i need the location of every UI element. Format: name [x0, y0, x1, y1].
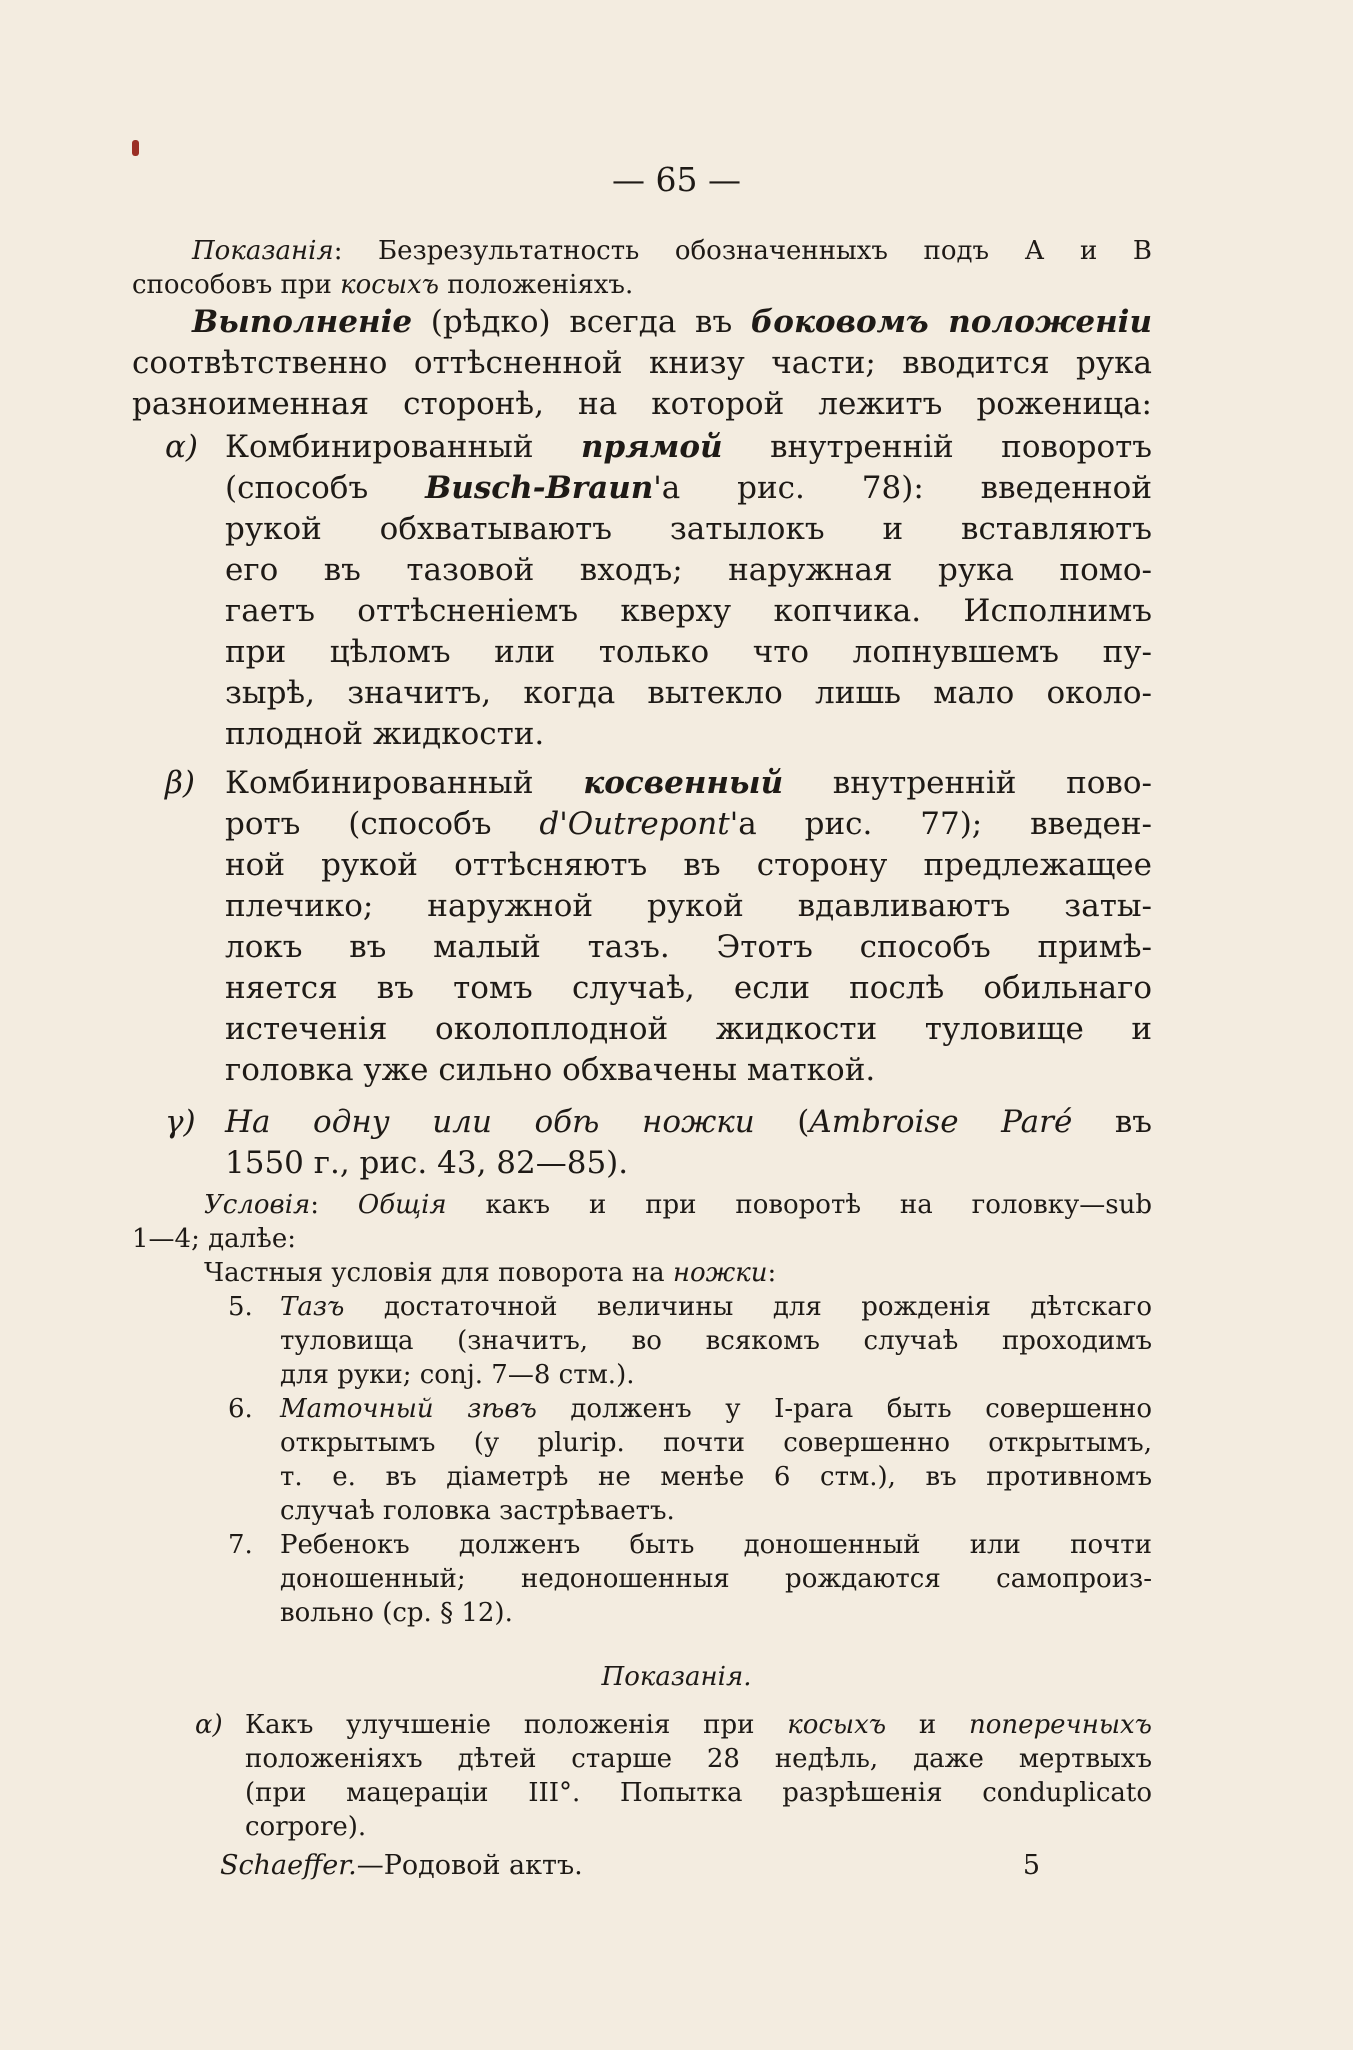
- text-span: вольно (ср. § 12).: [280, 1598, 513, 1628]
- italic-term: Условія: [204, 1190, 311, 1220]
- bold-italic-term: Busch-Braun: [425, 470, 654, 506]
- text-line: [245, 1708, 1152, 1742]
- footer-title: —Родовой актъ.: [356, 1850, 583, 1881]
- list-number: 5.: [228, 1292, 253, 1322]
- text-span: т. е. въ діаметрѣ не менѣе 6 стм.), въ противномъ: [280, 1462, 1152, 1492]
- text-line: при цѣломъ или только что лопнувшемъ пу-: [225, 634, 1152, 670]
- text-line: соотвѣтственно оттѣсненной книзу части; вводится рука: [132, 345, 1152, 381]
- condition-item: [228, 1290, 1152, 1392]
- ink-mark: [132, 140, 139, 156]
- execution-paragraph: [132, 302, 1152, 425]
- text-line: [225, 1102, 1152, 1143]
- text-span: достаточной величины для рожденія дѣтскаго: [344, 1292, 1152, 1322]
- conditions-list: [228, 1290, 1152, 1630]
- italic-term: косыхъ: [340, 270, 439, 300]
- text-span: для руки; conj. 7—8 стм.).: [280, 1360, 635, 1390]
- text-line: [280, 1392, 1152, 1426]
- conditions-section: [132, 1188, 1152, 1290]
- text-line: [225, 468, 1152, 509]
- text-line: разноименная сторонѣ, на которой лежитъ роженица:: [132, 386, 1152, 422]
- text-line: зырѣ, значитъ, когда вытекло лишь мало около-: [225, 675, 1152, 711]
- italic-term: ножки: [672, 1258, 768, 1288]
- italic-term: Маточный зѣвъ: [280, 1394, 537, 1424]
- text-line: corpore).: [245, 1812, 367, 1842]
- text-span: и: [886, 1710, 969, 1740]
- text-line: плечико; наружной рукой вдавливаютъ заты-: [225, 888, 1152, 924]
- text-line: [225, 427, 1152, 468]
- text-line: истеченія околоплодной жидкости туловище и: [225, 1011, 1152, 1047]
- text-span: туловища (значитъ, во всякомъ случаѣ проходимъ: [280, 1326, 1152, 1356]
- italic-term: косыхъ: [787, 1710, 887, 1740]
- text-span: случаѣ головка застрѣваетъ.: [280, 1496, 675, 1526]
- text-line: 1—4; далѣе:: [132, 1224, 296, 1254]
- text-line: его въ тазовой входъ; наружная рука помо-: [225, 552, 1152, 588]
- condition-item: [228, 1392, 1152, 1528]
- italic-term: поперечныхъ: [968, 1710, 1153, 1740]
- text-line: [132, 234, 1152, 268]
- signature-mark: 5: [1022, 1850, 1040, 1881]
- text-line: рукой обхватываютъ затылокъ и вставляютъ: [225, 511, 1152, 547]
- list-marker: α): [195, 1710, 223, 1740]
- italic-term: Тазъ: [280, 1292, 345, 1322]
- text-span: 'а рис. 77); введен-: [729, 806, 1152, 842]
- text-span: Частныя условія для поворота на: [204, 1258, 673, 1288]
- text-span: :: [767, 1258, 777, 1288]
- text-line: [280, 1494, 1152, 1528]
- gamma-item: [165, 1102, 1152, 1184]
- text-span: (: [754, 1104, 810, 1140]
- list-marker: α): [165, 429, 199, 465]
- text-span: (рѣдко) всегда въ: [412, 304, 751, 340]
- text-line: 1550 г., рис. 43, 82—85).: [225, 1145, 629, 1181]
- text-span: внутренній пово-: [783, 765, 1153, 801]
- bold-italic-term: боковомъ положеніи: [750, 304, 1152, 340]
- text-line: [280, 1562, 1152, 1596]
- text-line: [132, 268, 1152, 302]
- text-line: [132, 1188, 1152, 1222]
- italic-term: Показанія: [192, 236, 334, 266]
- text-span: внутренній поворотъ: [722, 429, 1152, 465]
- indications-intro: [132, 234, 1152, 302]
- bold-italic-term: прямой: [581, 429, 723, 465]
- text-span: долженъ у I-para быть совершенно: [536, 1394, 1152, 1424]
- text-span: ротъ (способъ: [225, 806, 540, 842]
- text-span: въ: [1072, 1104, 1152, 1140]
- italic-term: На одну или обѣ ножки: [225, 1104, 755, 1140]
- text-line: (при мацераціи III°. Попытка разрѣшенія conduplicato: [245, 1778, 1152, 1808]
- text-span: : Безрезультатность обозначенныхъ подъ А и В: [333, 236, 1152, 266]
- italic-term: косвенный: [583, 765, 784, 801]
- text-span: какъ и при поворотѣ на головку—sub: [446, 1190, 1152, 1220]
- list-number: 7.: [228, 1530, 253, 1560]
- bold-italic-term: Выполненіе: [192, 304, 413, 340]
- text-span: Ребенокъ долженъ быть доношенный или почти: [280, 1530, 1152, 1560]
- text-line: ной рукой оттѣсняютъ въ сторону предлежащее: [225, 847, 1152, 883]
- beta-item: [165, 763, 1153, 1091]
- list-marker: γ): [165, 1104, 196, 1140]
- text-span: 'а рис. 78): введенной: [653, 470, 1152, 506]
- italic-term: Показанія.: [601, 1662, 752, 1692]
- footer-author: Schaeffer.: [220, 1850, 357, 1881]
- text-line: [225, 763, 1152, 804]
- italic-term: Общія: [357, 1190, 447, 1220]
- text-span: Комбинированный: [225, 765, 584, 801]
- text-line: [280, 1324, 1152, 1358]
- list-number: 6.: [228, 1394, 253, 1424]
- italic-term: d'Outrepont: [539, 806, 730, 842]
- text-line: [280, 1426, 1152, 1460]
- text-line: [225, 804, 1152, 845]
- text-line: няется въ томъ случаѣ, если послѣ обильнаго: [225, 970, 1152, 1006]
- indications-alpha: [195, 1708, 1153, 1844]
- text-line: плодной жидкости.: [225, 716, 545, 752]
- text-span: Комбинированный: [225, 429, 582, 465]
- text-span: открытымъ (у plurip. почти совершенно открытымъ,: [280, 1428, 1152, 1458]
- text-line: локъ въ малый тазъ. Этотъ способъ примѣ-: [225, 929, 1152, 965]
- page-number: — 65 —: [612, 160, 741, 199]
- list-marker: β): [165, 765, 196, 801]
- text-line: [280, 1460, 1152, 1494]
- text-line: гаетъ оттѣсненіемъ кверху копчика. Исполнимъ: [225, 593, 1152, 629]
- text-line: [280, 1596, 1152, 1630]
- text-line: [280, 1290, 1152, 1324]
- text-span: :: [310, 1190, 358, 1220]
- text-line: [280, 1528, 1152, 1562]
- text-span: Какъ улучшеніе положенія при: [245, 1710, 788, 1740]
- alpha-item: [165, 427, 1152, 755]
- text-span: способовъ при: [132, 270, 341, 300]
- text-line: [132, 1256, 1152, 1290]
- text-span: доношенный; недоношенныя рождаются самопроиз-: [280, 1564, 1152, 1594]
- italic-term: Ambroise Paré: [809, 1104, 1073, 1140]
- page-footer: [220, 1850, 1100, 1881]
- indications-heading: [0, 1660, 1353, 1694]
- condition-item: [228, 1528, 1152, 1630]
- text-line: [132, 302, 1152, 343]
- text-line: положеніяхъ дѣтей старше 28 недѣль, даже мертвыхъ: [245, 1744, 1152, 1774]
- text-line: головка уже сильно обхвачены маткой.: [225, 1052, 876, 1088]
- text-line: [280, 1358, 1152, 1392]
- text-span: (способъ: [225, 470, 426, 506]
- text-span: положеніяхъ.: [439, 270, 634, 300]
